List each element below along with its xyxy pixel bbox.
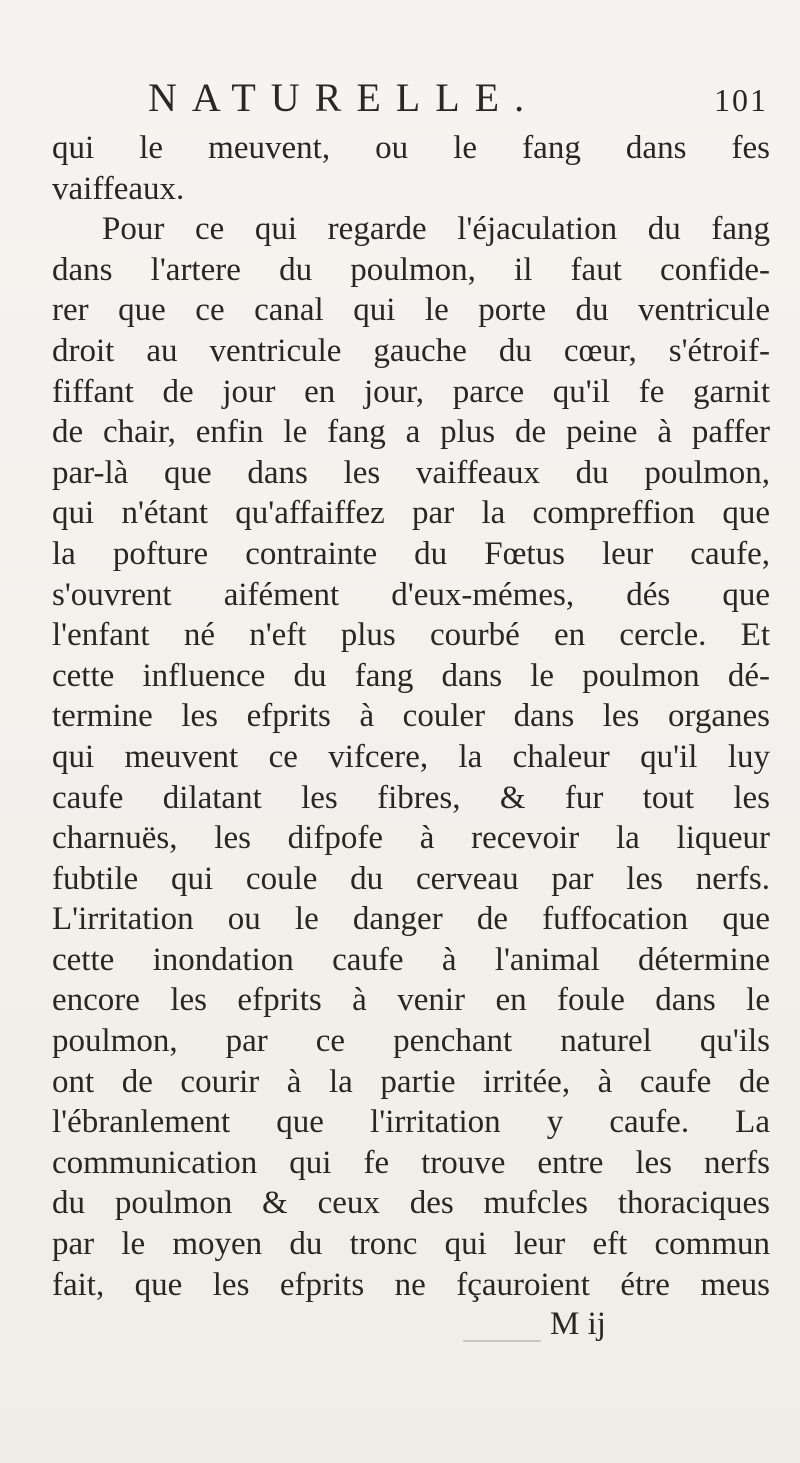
- text-line: dans l'artere du poulmon, il faut confide-: [52, 251, 770, 288]
- text-line: droit au ventricule gauche du cœur, s'étroif-: [52, 332, 770, 369]
- text-line: Pour ce qui regarde l'éjaculation du fang: [102, 211, 770, 248]
- text-line: s'ouvrent aifément d'eux-mémes, dés que: [52, 576, 770, 613]
- page-number: 101: [714, 82, 768, 118]
- text-line: cette inondation caufe à l'animal détermine: [52, 941, 770, 978]
- text-line: encore les efprits à venir en foule dans le: [52, 982, 770, 1019]
- text-line: fiffant de jour en jour, parce qu'il fe garnit: [52, 373, 770, 410]
- text-line: poulmon, par ce penchant naturel qu'ils: [52, 1023, 770, 1060]
- text-line: par-là que dans les vaiffeaux du poulmon,: [52, 454, 770, 491]
- text-line: rer que ce canal qui le porte du ventricule: [52, 292, 770, 329]
- text-line: ont de courir à la partie irritée, à caufe de: [52, 1063, 770, 1100]
- text-line: qui meuvent ce vifcere, la chaleur qu'il luy: [52, 738, 770, 775]
- text-line: qui le meuvent, ou le fang dans fes: [52, 130, 770, 166]
- text-line: fait, que les efprits ne fçauroient étre meus: [52, 1266, 770, 1303]
- body-text: [52, 128, 770, 1305]
- signature-mark: M ij: [550, 1306, 606, 1342]
- text-line: charnuës, les difpofe à recevoir la liqueur: [52, 820, 770, 857]
- ink-smudge: [463, 1340, 541, 1342]
- text-line: L'irritation ou le danger de fuffocation que: [52, 901, 770, 938]
- text-line: l'enfant né n'eft plus courbé en cercle. Et: [52, 617, 770, 654]
- page-header: [148, 74, 768, 134]
- text-line: cette influence du fang dans le poulmon dé-: [52, 657, 770, 694]
- text-line: caufe dilatant les fibres, & fur tout les: [52, 779, 770, 816]
- text-line: qui n'étant qu'affaiffez par la compreffion que: [52, 495, 770, 532]
- text-line: fubtile qui coule du cerveau par les nerfs.: [52, 860, 770, 897]
- text-line: par le moyen du tronc qui leur eft commun: [52, 1226, 770, 1263]
- text-line: la pofture contrainte du Fœtus leur caufe,: [52, 535, 770, 572]
- text-line: vaiffeaux.: [52, 170, 185, 207]
- running-title: NATURELLE.: [148, 75, 540, 120]
- text-line: termine les efprits à couler dans les organes: [52, 698, 770, 735]
- text-line: communication qui fe trouve entre les nerfs: [52, 1144, 770, 1181]
- text-line: de chair, enfin le fang a plus de peine à paffer: [52, 414, 770, 451]
- text-line: l'ébranlement que l'irritation y caufe. La: [52, 1104, 770, 1141]
- text-line: du poulmon & ceux des mufcles thoraciques: [52, 1185, 770, 1222]
